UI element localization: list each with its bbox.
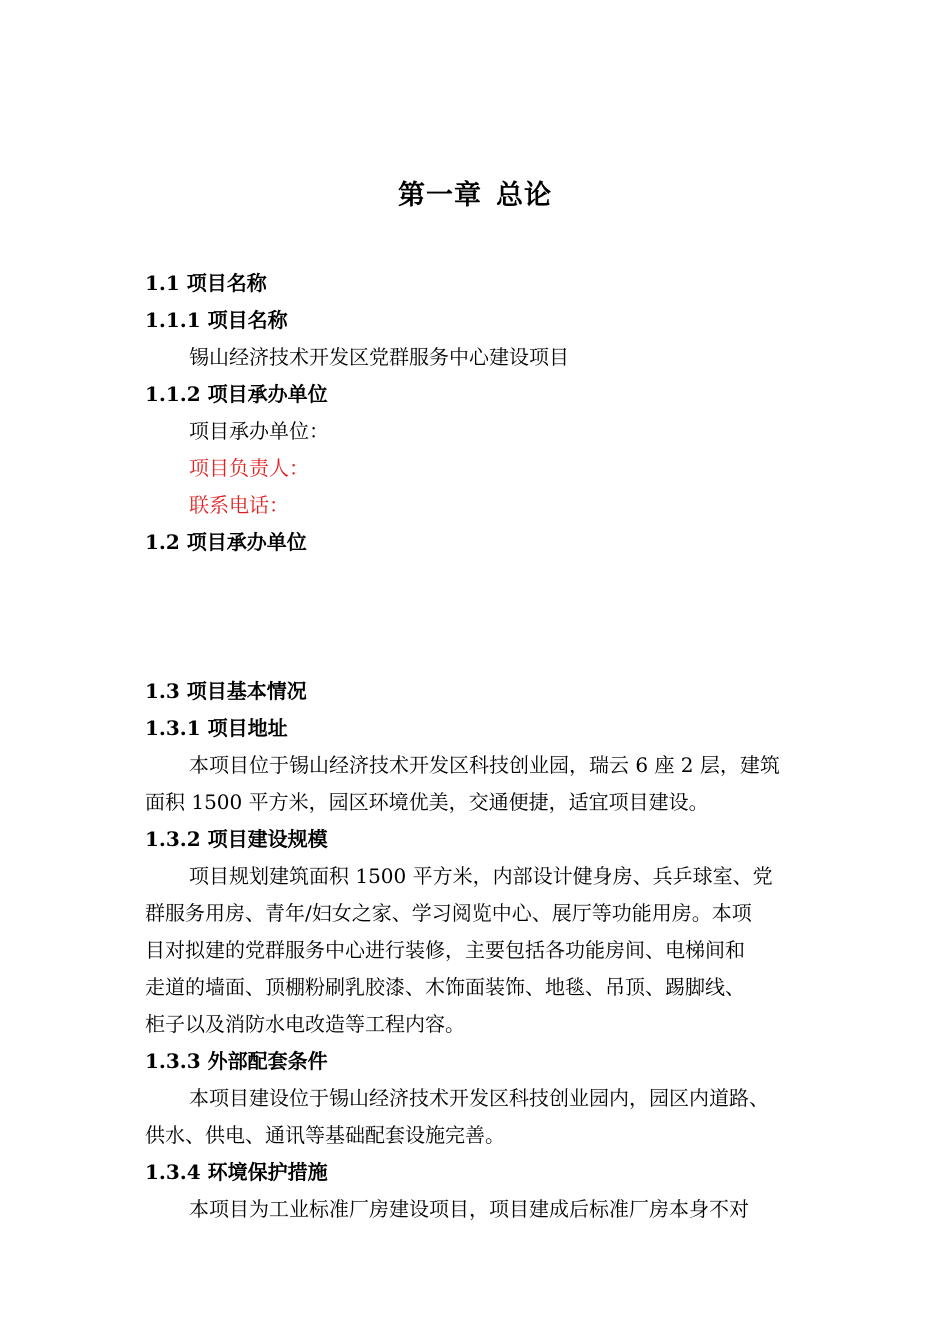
document-body: [145, 265, 850, 1228]
project-name-text: 锡山经济技术开发区党群服务中心建设项目: [189, 345, 569, 369]
heading-1-2: 1.2 项目承办单位: [145, 530, 307, 554]
address-line-1: 本项目位于锡山经济技术开发区科技创业园，瑞云 6 座 2 层，建筑: [189, 753, 780, 777]
undertaking-unit-label: 项目承办单位：: [189, 419, 329, 443]
heading-1-3-1: 1.3.1 项目地址: [145, 716, 288, 740]
address-line-2: 面积 1500 平方米，园区环境优美，交通便捷，适宜项目建设。: [145, 790, 709, 814]
heading-1-3-4: 1.3.4 环境保护措施: [145, 1160, 328, 1184]
environment-line-1: 本项目为工业标准厂房建设项目，项目建成后标准厂房本身不对: [189, 1197, 749, 1221]
external-conditions-line-1: 本项目建设位于锡山经济技术开发区科技创业园内，园区内道路、: [189, 1086, 769, 1110]
scale-line-5: 柜子以及消防水电改造等工程内容。: [145, 1012, 465, 1036]
scale-line-4: 走道的墙面、顶棚粉刷乳胶漆、木饰面装饰、地毯、吊顶、踢脚线、: [145, 975, 745, 999]
blank-space: [145, 561, 850, 673]
chapter-name: 总论: [496, 180, 552, 211]
scale-line-3: 目对拟建的党群服务中心进行装修，主要包括各功能房间、电梯间和: [145, 938, 745, 962]
heading-1-3-3: 1.3.3 外部配套条件: [145, 1049, 328, 1073]
scale-line-2: 群服务用房、青年/妇女之家、学习阅览中心、展厅等功能用房。本项: [145, 901, 752, 925]
heading-1-1: 1.1 项目名称: [145, 271, 267, 295]
chapter-number: 第一章: [398, 180, 482, 211]
scale-line-1: 项目规划建筑面积 1500 平方米，内部设计健身房、兵乒球室、党: [189, 864, 773, 888]
chapter-title: [0, 176, 950, 216]
project-leader-label: 项目负责人：: [189, 456, 309, 480]
contact-phone-label: 联系电话：: [189, 493, 289, 517]
heading-1-3: 1.3 项目基本情况: [145, 679, 307, 703]
heading-1-3-2: 1.3.2 项目建设规模: [145, 827, 328, 851]
external-conditions-line-2: 供水、供电、通讯等基础配套设施完善。: [145, 1123, 505, 1147]
heading-1-1-1: 1.1.1 项目名称: [145, 308, 288, 332]
heading-1-1-2: 1.1.2 项目承办单位: [145, 382, 328, 406]
